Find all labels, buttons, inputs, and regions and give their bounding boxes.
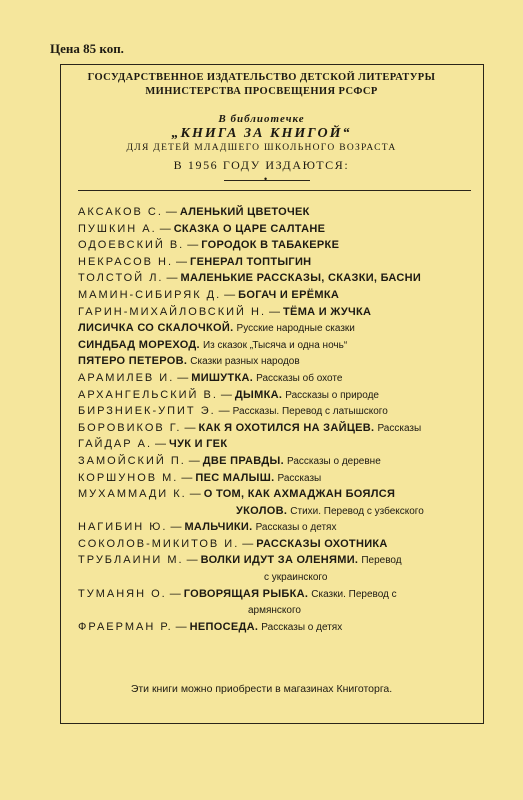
author-dash: — — [177, 371, 189, 384]
book-note: Рассказы. Перевод с латышского — [232, 406, 388, 418]
author-dash: — — [169, 587, 181, 600]
author-dash: — — [188, 454, 200, 467]
book-title: НЕПОСЕДА. — [189, 620, 259, 633]
book-note: Сказки. Перевод с — [311, 588, 397, 600]
book-note: Рассказы — [277, 472, 322, 484]
book-author: МАМИН-СИБИРЯК Д. — [78, 288, 222, 301]
book-author: ОДОЕВСКИЙ В. — [78, 239, 185, 252]
year-line: В 1956 ГОДУ ИЗДАЮТСЯ: — [173, 158, 350, 172]
book-author: ЗАМОЙСКИЙ П. — [78, 454, 186, 467]
book-title: ПЯТЕРО ПЕТЕРОВ. — [78, 355, 188, 368]
book-entry — [78, 304, 478, 321]
book-entry — [78, 436, 478, 453]
book-title: МИШУТКА. — [191, 371, 254, 384]
book-title: ТЁМА И ЖУЧКА — [283, 305, 372, 318]
book-entry — [78, 320, 478, 337]
book-entry — [78, 403, 478, 420]
book-entry — [78, 536, 478, 553]
book-entry — [78, 470, 478, 487]
book-entry — [78, 387, 478, 404]
book-entry — [78, 254, 478, 271]
footer-note: Эти книги можно приобрести в магазинах Книготорга. — [130, 683, 393, 695]
author-dash: — — [155, 438, 167, 451]
book-note: Сказки разных народов — [190, 356, 300, 368]
book-author: ТУМАНЯН О. — [78, 587, 167, 600]
book-entry — [78, 519, 478, 536]
book-title: ЧУК И ГЕК — [169, 438, 228, 451]
book-note: Перевод — [361, 555, 402, 567]
price-label: Цена 85 коп. — [50, 41, 124, 56]
book-entry — [78, 486, 478, 503]
book-list — [78, 204, 478, 635]
book-entry — [78, 453, 478, 470]
book-entry — [78, 602, 478, 619]
book-title: ГЕНЕРАЛ ТОПТЫГИН — [190, 255, 312, 268]
book-author: БИРЗНИЕК-УПИТ Э. — [78, 405, 216, 418]
book-author: АРАМИЛЕВ И. — [78, 371, 175, 384]
book-title: АЛЕНЬКИЙ ЦВЕТОЧЕК — [179, 206, 310, 218]
book-author: ФРАЕРМАН Р. — [78, 620, 173, 633]
book-entry — [78, 353, 478, 370]
audience-line: ДЛЯ ДЕТЕЙ МЛАДШЕГО ШКОЛЬНОГО ВОЗРАСТА — [126, 143, 397, 153]
book-title: БОГАЧ И ЕРЁМКА — [238, 288, 340, 301]
book-entry — [78, 221, 478, 238]
book-note: Рассказы о детях — [255, 522, 337, 534]
author-dash: — — [165, 206, 177, 218]
book-note: Рассказы об охоте — [256, 372, 343, 384]
book-entry — [78, 503, 478, 520]
book-title: ВОЛКИ ИДУТ ЗА ОЛЕНЯМИ. — [200, 554, 359, 567]
author-dash: — — [242, 537, 254, 550]
book-note: Рассказы о природе — [285, 389, 379, 401]
author-dash: — — [166, 272, 178, 285]
book-author: ГАЙДАР А. — [78, 438, 153, 451]
book-title: МАЛЬЧИКИ. — [184, 521, 253, 534]
book-title: ЛИСИЧКА СО СКАЛОЧКОЙ. — [78, 322, 234, 335]
book-entry — [78, 420, 478, 437]
book-author: СОКОЛОВ-МИКИТОВ И. — [78, 537, 240, 550]
book-entry — [78, 204, 478, 221]
book-entry — [78, 237, 478, 254]
book-title: О ТОМ, КАК АХМАДЖАН БОЯЛСЯ — [203, 488, 396, 501]
book-note: Русские народные сказки — [236, 323, 355, 335]
book-entry — [78, 569, 478, 586]
book-title: ДЫМКА. — [234, 388, 283, 401]
book-entry — [78, 619, 478, 636]
author-dash: — — [186, 554, 198, 567]
book-title: СКАЗКА О ЦАРЕ САЛТАНЕ — [173, 222, 326, 235]
book-entry — [78, 337, 478, 354]
book-author: НЕКРАСОВ Н. — [78, 255, 174, 268]
book-author: НАГИБИН Ю. — [78, 521, 168, 534]
book-title: СИНДБАД МОРЕХОД. — [78, 338, 200, 351]
author-dash: — — [269, 305, 281, 318]
divider-rule — [78, 190, 471, 191]
book-author: АКСАКОВ С. — [78, 206, 163, 218]
series-intro: В библиотечке — [218, 113, 305, 125]
book-author: ТОЛСТОЙ Л. — [78, 272, 164, 285]
book-entry — [78, 552, 478, 569]
author-dash: — — [189, 488, 201, 501]
book-author: АРХАНГЕЛЬСКИЙ В. — [78, 388, 218, 401]
book-note: Рассказы о деревне — [287, 455, 381, 467]
book-note: армянского — [248, 605, 301, 617]
book-title: МАЛЕНЬКИЕ РАССКАЗЫ, СКАЗКИ, БАСНИ — [180, 272, 422, 285]
author-dash: — — [220, 388, 232, 401]
author-dash: — — [218, 405, 230, 418]
book-title: ГОРОДОК В ТАБАКЕРКЕ — [201, 239, 340, 252]
author-dash: — — [159, 222, 171, 235]
book-note: Рассказы о детях — [261, 621, 343, 633]
book-entry — [78, 370, 478, 387]
author-dash: — — [184, 421, 196, 434]
publisher-line-2: МИНИСТЕРСТВА ПРОСВЕЩЕНИЯ РСФСР — [145, 86, 378, 97]
author-dash: — — [224, 288, 236, 301]
book-title: ДВЕ ПРАВДЫ. — [202, 454, 284, 467]
book-author: МУХАММАДИ К. — [78, 488, 187, 501]
author-dash: — — [187, 239, 199, 252]
author-dash: — — [170, 521, 182, 534]
book-title: РАССКАЗЫ ОХОТНИКА — [256, 537, 388, 550]
book-author: ГАРИН-МИХАЙЛОВСКИЙ Н. — [78, 305, 267, 318]
book-note: Стихи. Перевод с узбекского — [290, 505, 424, 517]
book-entry — [78, 287, 478, 304]
book-note: с украинского — [264, 572, 328, 584]
publisher-line-1: ГОСУДАРСТВЕННОЕ ИЗДАТЕЛЬСТВО ДЕТСКОЙ ЛИТЕРАТУРЫ — [87, 72, 436, 83]
book-note: Рассказы — [377, 422, 422, 434]
author-dash: — — [176, 255, 188, 268]
author-dash: — — [181, 471, 193, 484]
series-name: „КНИГА ЗА КНИГОЙ“ — [171, 126, 352, 141]
book-title: ГОВОРЯЩАЯ РЫБКА. — [183, 587, 309, 600]
book-title: КАК Я ОХОТИЛСЯ НА ЗАЙЦЕВ. — [198, 421, 375, 434]
book-title: ПЕС МАЛЫШ. — [195, 471, 275, 484]
book-entry — [78, 270, 478, 287]
book-author: ПУШКИН А. — [78, 222, 157, 235]
ornament-dot: • — [264, 174, 268, 184]
author-dash: — — [175, 620, 187, 633]
book-title: УКОЛОВ. — [236, 504, 288, 517]
book-entry — [78, 586, 478, 603]
book-author: ТРУБЛАИНИ М. — [78, 554, 184, 567]
book-note: Из сказок „Тысяча и одна ночь“ — [202, 339, 348, 351]
book-author: КОРШУНОВ М. — [78, 471, 179, 484]
book-author: БОРОВИКОВ Г. — [78, 421, 182, 434]
